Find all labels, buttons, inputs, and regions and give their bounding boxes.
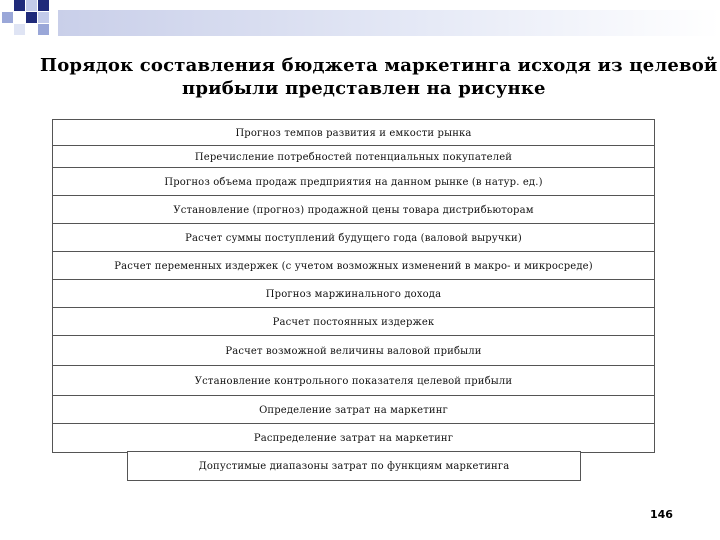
- page-number: 146: [650, 508, 673, 521]
- deco-square: [14, 0, 25, 11]
- flow-step-1: Прогноз темпов развития и емкости рынка: [52, 119, 655, 147]
- deco-square: [2, 12, 13, 23]
- flow-step-5: Расчет суммы поступлений будущего года (валовой выручки): [52, 223, 655, 253]
- slide-title-line-2: прибыли представлен на рисунке: [182, 78, 546, 99]
- flow-step-13: Допустимые диапазоны затрат по функциям маркетинга: [127, 451, 581, 481]
- deco-square: [26, 0, 37, 11]
- flow-step-7: Прогноз маржинального дохода: [52, 279, 655, 309]
- flow-step-12: Распределение затрат на маркетинг: [52, 423, 655, 453]
- flow-step-3: Прогноз объема продаж предприятия на данном рынке (в натур. ед.): [52, 167, 655, 197]
- flow-step-8: Расчет постоянных издержек: [52, 307, 655, 337]
- flow-step-2: Перечисление потребностей потенциальных покупателей: [52, 145, 655, 169]
- flow-step-11: Определение затрат на маркетинг: [52, 395, 655, 425]
- deco-square: [38, 0, 49, 11]
- flow-step-10: Установление контрольного показателя целевой прибыли: [52, 365, 655, 397]
- deco-square: [14, 24, 25, 35]
- deco-square: [38, 12, 49, 23]
- slide-title: [40, 54, 720, 100]
- flow-step-4: Установление (прогноз) продажной цены товара дистрибьюторам: [52, 195, 655, 225]
- flow-step-6: Расчет переменных издержек (с учетом возможных изменений в макро- и микросреде): [52, 251, 655, 281]
- flow-step-9: Расчет возможной величины валовой прибыли: [52, 335, 655, 367]
- decorative-header: [0, 0, 720, 40]
- slide-title-line-1: Порядок составления бюджета маркетинга исходя из целевой: [40, 55, 718, 76]
- deco-square: [38, 24, 49, 35]
- header-gradient-band: [58, 10, 720, 36]
- deco-square: [26, 12, 37, 23]
